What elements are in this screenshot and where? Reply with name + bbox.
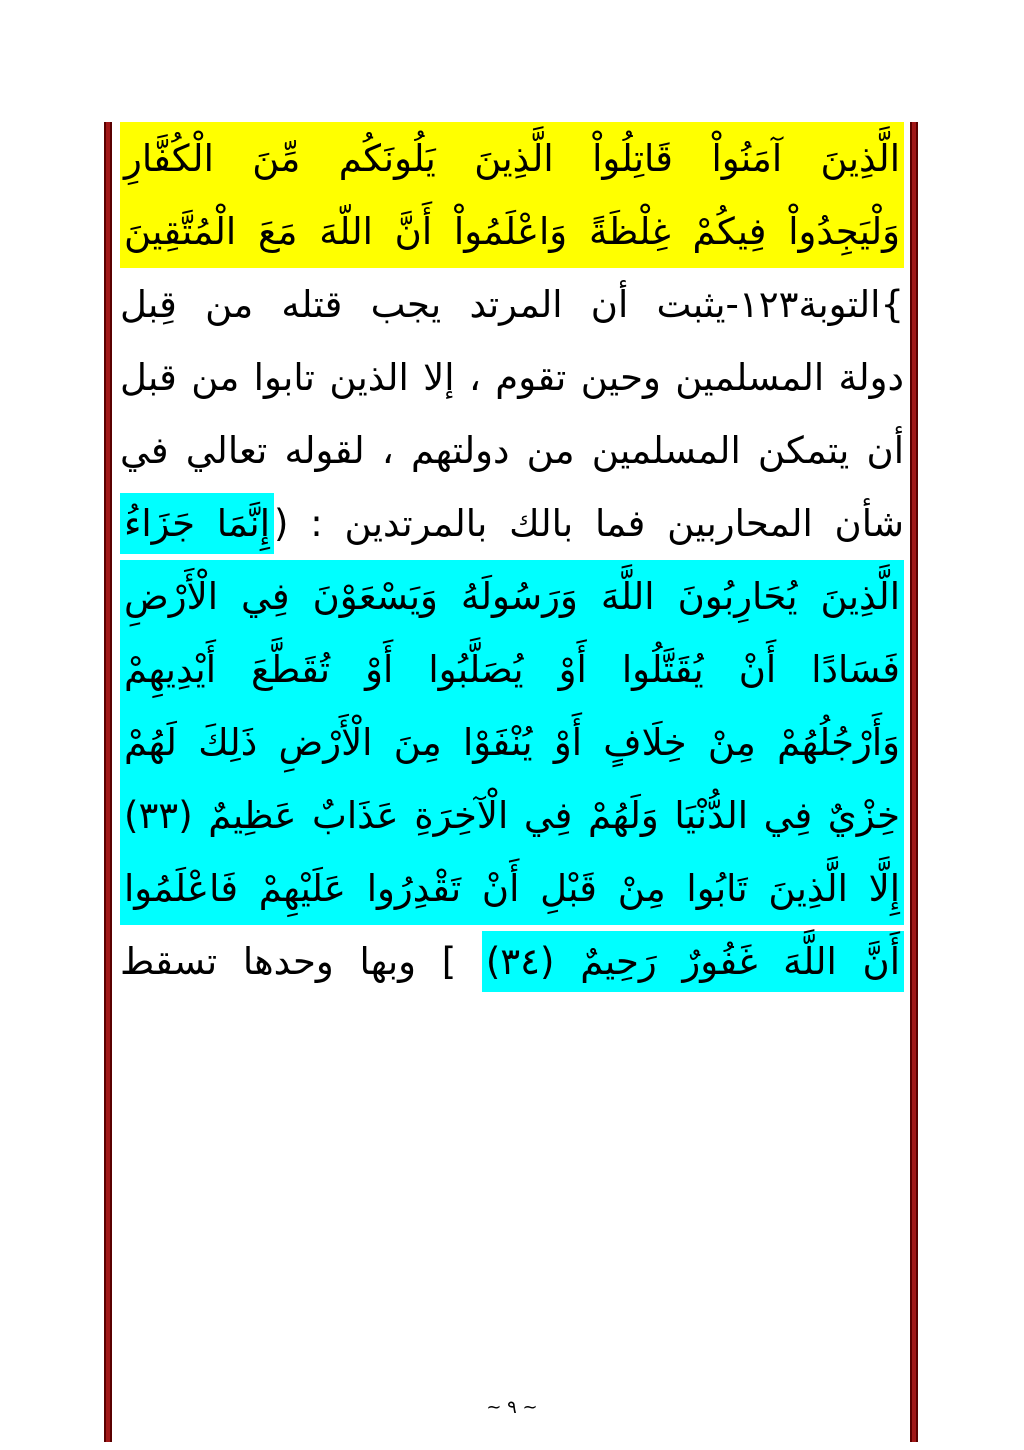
text-line-2: وَلْيَجِدُواْ فِيكُمْ غِلْظَةً وَاعْلَمُواْ أَنَّ اللّهَ مَعَ الْمُتَّقِينَ xyxy=(120,195,904,268)
text-line-6-highlight: إِنَّمَا جَزَاءُ xyxy=(120,493,274,554)
page-number: ~ ٩ ~ xyxy=(486,1397,538,1418)
text-line-10: خِزْيٌ فِي الدُّنْيَا وَلَهُمْ فِي الْآخِرَةِ عَذَابٌ عَظِيمٌ (٣٣) xyxy=(120,779,904,852)
text-line-4: دولة المسلمين وحين تقوم ، إلا الذين تابوا من قبل xyxy=(120,356,904,399)
text-line-8: فَسَادًا أَنْ يُقَتَّلُوا أَوْ يُصَلَّبُوا أَوْ تُقَطَّعَ أَيْدِيهِمْ xyxy=(120,633,904,706)
text-line-6-plain: شأن المحاربين فما بالك بالمرتدين : ( xyxy=(274,502,904,545)
page-border-left xyxy=(104,122,112,1442)
text-line-3: }التوبة١٢٣-يثبت أن المرتد يجب قتله من قِبل xyxy=(120,283,904,326)
text-line-5: أن يتمكن المسلمين من دولتهم ، لقوله تعالي في xyxy=(120,429,904,472)
text-line-7: الَّذِينَ يُحَارِبُونَ اللَّهَ وَرَسُولَهُ وَيَسْعَوْنَ فِي الْأَرْضِ xyxy=(120,560,904,633)
text-line-12-plain: ] وبها وحدها تسقط xyxy=(120,940,482,983)
text-line-12-highlight: أَنَّ اللَّهَ غَفُورٌ رَحِيمٌ (٣٤) xyxy=(482,931,904,992)
text-line-9: وَأَرْجُلُهُمْ مِنْ خِلَافٍ أَوْ يُنْفَوْا مِنَ الْأَرْضِ ذَلِكَ لَهُمْ xyxy=(120,706,904,779)
text-line-1: الَّذِينَ آمَنُواْ قَاتِلُواْ الَّذِينَ يَلُونَكُم مِّنَ الْكُفَّارِ xyxy=(120,122,904,195)
text-line-12 xyxy=(120,925,904,998)
text-line-11: إِلَّا الَّذِينَ تَابُوا مِنْ قَبْلِ أَنْ تَقْدِرُوا عَلَيْهِمْ فَاعْلَمُوا xyxy=(120,852,904,925)
page-body xyxy=(120,122,904,998)
text-line-6 xyxy=(120,487,904,560)
page-border-right xyxy=(910,122,918,1442)
